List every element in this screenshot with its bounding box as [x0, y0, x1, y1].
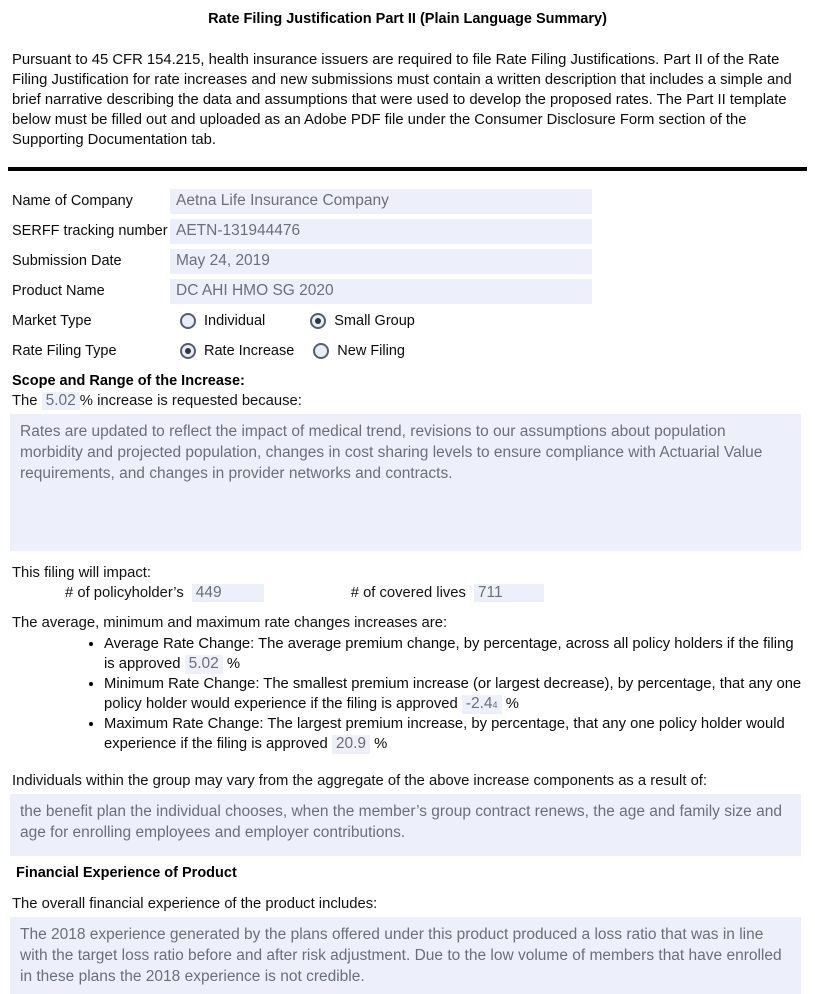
rate-changes-list: [12, 634, 803, 754]
average-rate-change-input[interactable]: 5.02: [185, 655, 223, 674]
radio-option-small-group[interactable]: [310, 313, 415, 329]
submission-date-row: [12, 246, 803, 276]
product-name-label: Product Name: [12, 283, 105, 299]
product-name-row: [12, 276, 803, 306]
name-of-company-row: [12, 186, 803, 216]
rate-filing-type-row: [12, 336, 803, 366]
variation-intro: Individuals within the group may vary from the aggregate of the above increase components as a result of:: [12, 773, 708, 789]
rate-changes-intro: The average, minimum and maximum rate changes increases are:: [12, 615, 448, 631]
maximum-rate-change-item: [104, 714, 803, 754]
covered-lives-label: # of covered lives: [350, 585, 466, 601]
policyholders-label: # of policyholder’s: [65, 585, 184, 601]
maximum-rate-change-percent-sign: %: [374, 736, 388, 752]
market-type-row: [12, 306, 803, 336]
average-rate-change-text: Average Rate Change: The average premium change, by percentage, across all policy holders if the filing is approved: [104, 636, 794, 672]
section-divider: [8, 167, 807, 171]
increase-percentage-input[interactable]: 5.02: [42, 392, 80, 410]
new-filing-radio-icon[interactable]: [313, 343, 329, 359]
variation-reason-textarea[interactable]: the benefit plan the individual chooses, when the member’s group contract renews, the age and family size and age for enrolling employees and employer contributions.: [10, 794, 801, 856]
company-info-section: [12, 186, 803, 366]
radio-option-individual[interactable]: [180, 313, 265, 329]
financial-intro: The overall financial experience of the product includes:: [12, 896, 378, 912]
impact-counts-line: [65, 584, 803, 602]
financial-experience-textarea[interactable]: The 2018 experience generated by the plans offered under this product produced a loss ratio that was in line with the target loss ratio before and after risk adjustment. Due to the low volume of members that have enrolled in these plans the 2018 experience is not credible.: [10, 917, 801, 994]
rate-increase-radio-label: Rate Increase: [204, 343, 295, 359]
rate-increase-radio-icon[interactable]: [180, 343, 196, 359]
intro-paragraph: Pursuant to 45 CFR 154.215, health insurance issuers are required to file Rate Filing Justifications. Part II of the Rate Filing Justification for rate increases and new submissions must contain a written description that includes a simple and brief narrative describing the data and assumptions that were used to develop the proposed rates. The Part II template below must be filled out and uploaded as an Adobe PDF file under the Consumer Disclosure Form section of the Supporting Documentation tab.: [12, 52, 792, 148]
maximum-rate-change-text: Maximum Rate Change: The largest premium increase, by percentage, that any one policy holder would experience if the filing is approved: [104, 716, 785, 752]
minimum-rate-change-percent-sign: %: [505, 696, 519, 712]
rate-filing-type-radio-group: [180, 343, 405, 359]
name-of-company-input[interactable]: Aetna Life Insurance Company: [170, 189, 592, 214]
minimum-rate-change-input[interactable]: -2.44: [462, 695, 502, 714]
submission-date-label: Submission Date: [12, 253, 122, 269]
market-type-label: Market Type: [12, 313, 92, 329]
individual-radio-label: Individual: [204, 313, 266, 329]
small-group-radio-icon[interactable]: [310, 313, 326, 329]
serff-tracking-number-label: SERFF tracking number: [12, 223, 168, 239]
small-group-radio-label: Small Group: [334, 313, 415, 329]
policyholders-count-input[interactable]: 449: [192, 584, 264, 602]
scope-section-heading: Scope and Range of the Increase:: [12, 373, 245, 389]
name-of-company-label: Name of Company: [12, 193, 133, 209]
minimum-rate-change-text: Minimum Rate Change: The smallest premium increase (or largest decrease), by percentage, that any one policy holder would experience if the filing is approved: [104, 676, 802, 712]
minimum-rate-change-item: [104, 674, 803, 714]
rate-filing-type-label: Rate Filing Type: [12, 343, 117, 359]
increase-reason-textarea[interactable]: Rates are updated to reflect the impact of medical trend, revisions to our assumptions about population morbidity and projected population, changes in cost sharing levels to ensure compliance with Actuarial Value requirements, and changes in provider networks and contracts.: [10, 414, 801, 551]
market-type-radio-group: [180, 313, 415, 329]
scope-sentence-prefix: The: [12, 393, 38, 409]
product-name-input[interactable]: DC AHI HMO SG 2020: [170, 279, 592, 304]
individual-radio-icon[interactable]: [180, 313, 196, 329]
serff-tracking-number-row: [12, 216, 803, 246]
serff-tracking-number-input[interactable]: AETN-131944476: [170, 219, 592, 244]
scope-sentence: [12, 392, 803, 410]
new-filing-radio-label: New Filing: [337, 343, 405, 359]
average-rate-change-item: [104, 634, 803, 674]
covered-lives-count-input[interactable]: 711: [474, 584, 544, 602]
maximum-rate-change-input[interactable]: 20.9: [332, 735, 370, 754]
scope-sentence-suffix: % increase is requested because:: [79, 393, 302, 409]
submission-date-input[interactable]: May 24, 2019: [170, 249, 592, 274]
radio-option-rate-increase[interactable]: [180, 343, 294, 359]
radio-option-new-filing[interactable]: [313, 343, 405, 359]
average-rate-change-percent-sign: %: [226, 656, 241, 672]
impact-intro: This filing will impact:: [12, 565, 151, 581]
financial-section-heading: Financial Experience of Product: [16, 865, 237, 881]
page-title: Rate Filing Justification Part II (Plain Language Summary): [208, 11, 607, 27]
